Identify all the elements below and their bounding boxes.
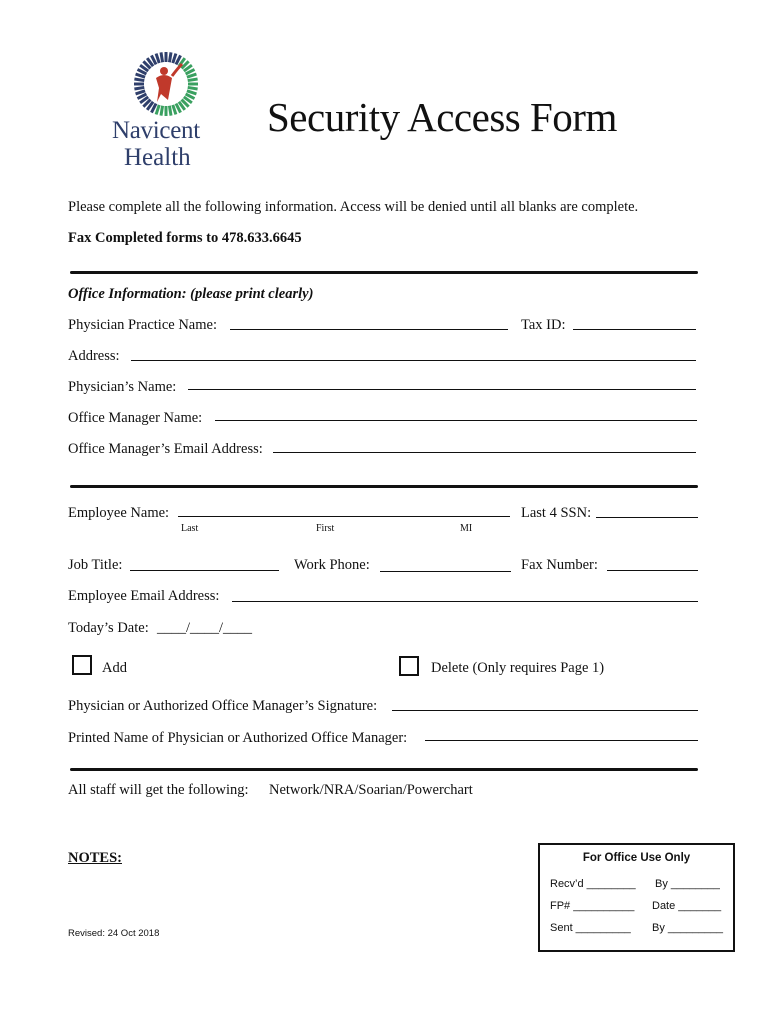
ssn-field[interactable] (596, 517, 698, 518)
ssn-label: Last 4 SSN: (521, 505, 592, 521)
todays-date-label: Today’s Date: (68, 620, 149, 636)
add-label: Add (102, 660, 127, 676)
employee-name-field[interactable] (178, 516, 510, 517)
office-manager-email-label: Office Manager’s Email Address: (68, 441, 263, 457)
tax-id-field[interactable] (573, 329, 696, 330)
office-use-box (538, 843, 735, 952)
office-manager-field[interactable] (215, 420, 697, 421)
name-sub-mi: MI (460, 523, 473, 534)
job-title-label: Job Title: (68, 557, 123, 573)
divider-2 (70, 485, 698, 488)
office-manager-email-field[interactable] (273, 452, 696, 453)
work-phone-label: Work Phone: (294, 557, 370, 573)
office-manager-label: Office Manager Name: (68, 410, 203, 426)
job-title-field[interactable] (130, 570, 279, 571)
physician-name-label: Physician’s Name: (68, 379, 177, 395)
form-title: Security Access Form (267, 94, 617, 140)
logo-text-navicent: Navicent (112, 117, 200, 144)
practice-name-field[interactable] (230, 329, 508, 330)
office-use-by-2: By _________ (652, 922, 723, 934)
todays-date-field[interactable]: ____/____/____ (157, 620, 253, 636)
intro-text: Please complete all the following information. Access will be denied until all blanks are complete. (68, 199, 639, 215)
tax-id-label: Tax ID: (521, 317, 566, 333)
printed-name-label: Printed Name of Physician or Authorized Office Manager: (68, 730, 408, 746)
office-use-by-1: By ________ (655, 878, 720, 890)
name-sub-first: First (316, 523, 335, 534)
office-section-heading: Office Information: (please print clearly) (68, 286, 314, 302)
physician-name-field[interactable] (188, 389, 696, 390)
address-field[interactable] (131, 360, 696, 361)
logo-emblem-icon (112, 50, 222, 120)
navicent-logo (112, 50, 222, 172)
logo-text-health: Health (124, 144, 191, 171)
fax-number-field[interactable] (607, 570, 698, 571)
office-use-sent: Sent _________ (550, 922, 631, 934)
divider-3 (70, 768, 698, 771)
office-use-recvd: Recv’d ________ (550, 878, 636, 890)
signature-label: Physician or Authorized Office Manager’s Signature: (68, 698, 378, 714)
delete-label: Delete (Only requires Page 1) (431, 660, 605, 676)
employee-email-label: Employee Email Address: (68, 588, 220, 604)
printed-name-field[interactable] (425, 740, 698, 741)
notes-label: NOTES: (68, 850, 122, 866)
office-use-date: Date _______ (652, 900, 722, 912)
work-phone-field[interactable] (380, 571, 511, 572)
add-checkbox[interactable] (72, 655, 92, 675)
staff-access-label: All staff will get the following: (68, 782, 249, 798)
signature-field[interactable] (392, 710, 698, 711)
fax-number-label: Fax Number: (521, 557, 598, 573)
employee-email-field[interactable] (232, 601, 698, 602)
name-sub-last: Last (181, 523, 199, 534)
revised-date: Revised: 24 Oct 2018 (68, 928, 160, 939)
office-use-fp: FP# __________ (550, 900, 635, 912)
staff-access-value: Network/NRA/Soarian/Powerchart (269, 782, 473, 798)
fax-instruction: Fax Completed forms to 478.633.6645 (68, 230, 302, 246)
divider-1 (70, 271, 698, 274)
address-label: Address: (68, 348, 120, 364)
delete-checkbox[interactable] (399, 656, 419, 676)
office-use-title: For Office Use Only (582, 852, 691, 864)
employee-name-label: Employee Name: (68, 505, 170, 521)
practice-name-label: Physician Practice Name: (68, 317, 217, 333)
